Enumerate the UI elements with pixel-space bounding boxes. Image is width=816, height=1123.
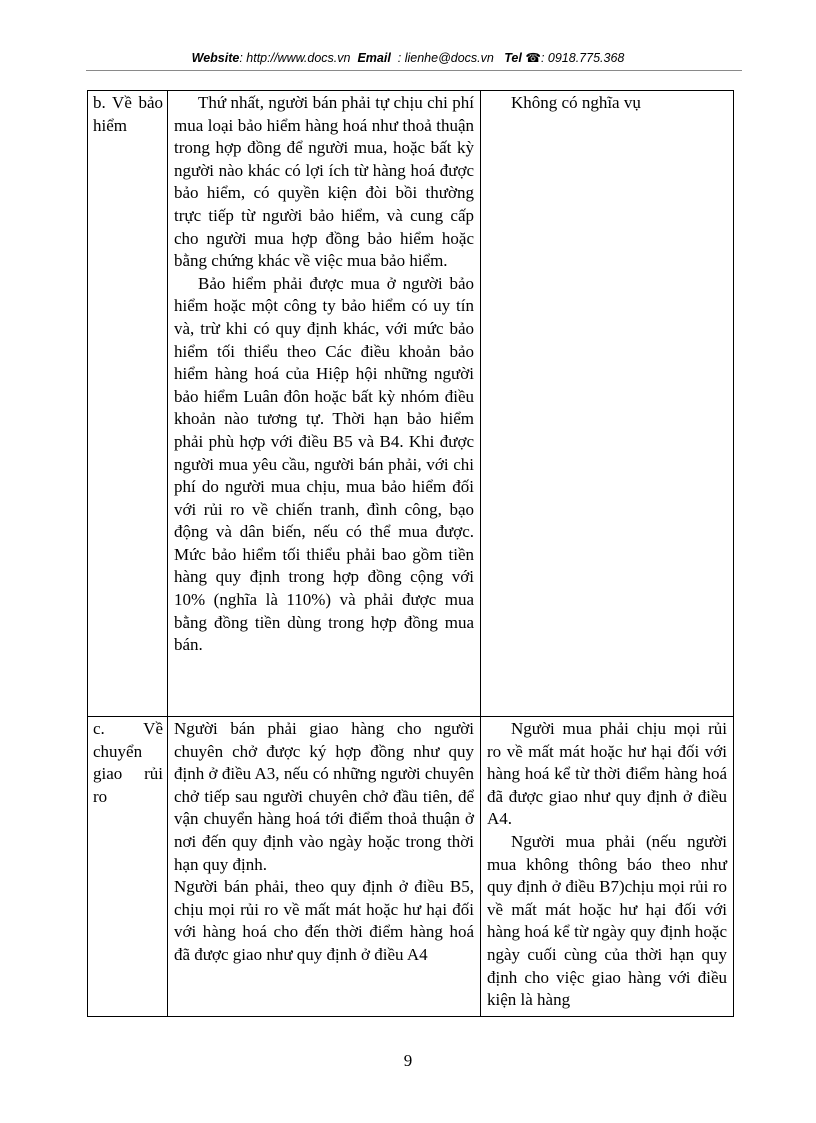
tel-label: Tel — [504, 51, 522, 65]
paragraph: Người mua phải (nếu người mua không thông báo theo như quy định ở điều B7)chịu mọi rủi ro về mất mát hoặc hư hại đối với hàng hoá kể từ ngày quy định hoặc ngày cuối cùng của thời hạn quy định cho việc giao hàng với điều kiện là hàng — [487, 831, 727, 1010]
email-label: Email — [357, 51, 391, 65]
paragraph: Bảo hiểm phải được mua ở người bảo hiểm hoặc một công ty bảo hiểm có uy tín và, trừ khi có quy định khác, với mức bảo hiểm tối thiểu theo Các điều khoản bảo hiểm hàng hoá của Hiệp hội những người bảo hiểm Luân đôn hoặc bất kỳ nhóm điều khoản nào tương tự. Thời hạn bảo hiểm phải phù hợp với điều B5 và B4. Khi được người mua yêu cầu, người bán phải, với chi phí do người mua chịu, mua bảo hiểm đối với rủi ro về chiến tranh, đình công, bạo động và dân biến, nếu có thể mua được. Mức bảo hiểm tối thiểu phải bao gồm tiền hàng quy định trong hợp đồng cộng với 10% (nghĩa là 110%) và phải được mua bằng đồng tiền dùng trong hợp đồng mua bán. — [174, 273, 474, 655]
paragraph: Người mua phải chịu mọi rủi ro về mất mát hoặc hư hại đối với hàng hoá kể từ thời điểm hàng hoá đã được giao như quy định ở điều A4. — [487, 719, 727, 829]
table-row-risk-transfer — [88, 717, 734, 1017]
buyer-obligation-risk — [481, 717, 734, 1017]
paragraph: Người bán phải, theo quy định ở điều B5, chịu mọi rủi ro về mất mát hoặc hư hại đối với hàng hoá cho đến thời điểm hàng hoá đã được giao như quy định ở điều A4 — [174, 877, 474, 964]
website-label: Website — [191, 51, 240, 65]
phone-icon: ☎ — [525, 51, 541, 65]
paragraph: Không có nghĩa vụ — [511, 93, 641, 112]
table-row-insurance — [88, 91, 734, 717]
email-value[interactable]: : lienhe@docs.vn — [397, 51, 494, 65]
paragraph: Thứ nhất, người bán phải tự chịu chi phí mua loại bảo hiểm hàng hoá như thoả thuận trong hợp đồng để người mua, hoặc bất kỳ người nào khác có lợi ích từ hàng hoá được bảo hiểm, có quyền kiện đòi bồi thường trực tiếp từ người bảo hiểm, và cung cấp cho người mua hợp đồng bảo hiểm hoặc bằng chứng khác về việc mua bảo hiểm. — [174, 93, 474, 271]
header-divider — [86, 70, 742, 71]
row-label-insurance: b. Về bảo hiểm — [88, 91, 168, 717]
row-label-risk-transfer: c. Về chuyển giao rủi ro — [88, 717, 168, 1017]
page-number: 9 — [403, 1051, 413, 1070]
buyer-obligation-insurance — [481, 91, 734, 717]
paragraph: Người bán phải giao hàng cho người chuyên chở được ký hợp đồng như quy định ở điều A3, nếu có những người chuyên chở tiếp sau người chuyên chở đầu tiên, để vận chuyển hàng hoá tới điểm thoả thuận ở nơi đến quy định vào ngày hoặc trong thời hạn quy định. — [174, 719, 474, 874]
incoterm-table — [87, 90, 734, 1017]
seller-obligation-risk — [168, 717, 481, 1017]
tel-value: : 0918.775.368 — [540, 51, 625, 65]
website-value[interactable]: : http://www.docs.vn — [239, 51, 351, 65]
page-header — [0, 50, 816, 65]
seller-obligation-insurance — [168, 91, 481, 717]
